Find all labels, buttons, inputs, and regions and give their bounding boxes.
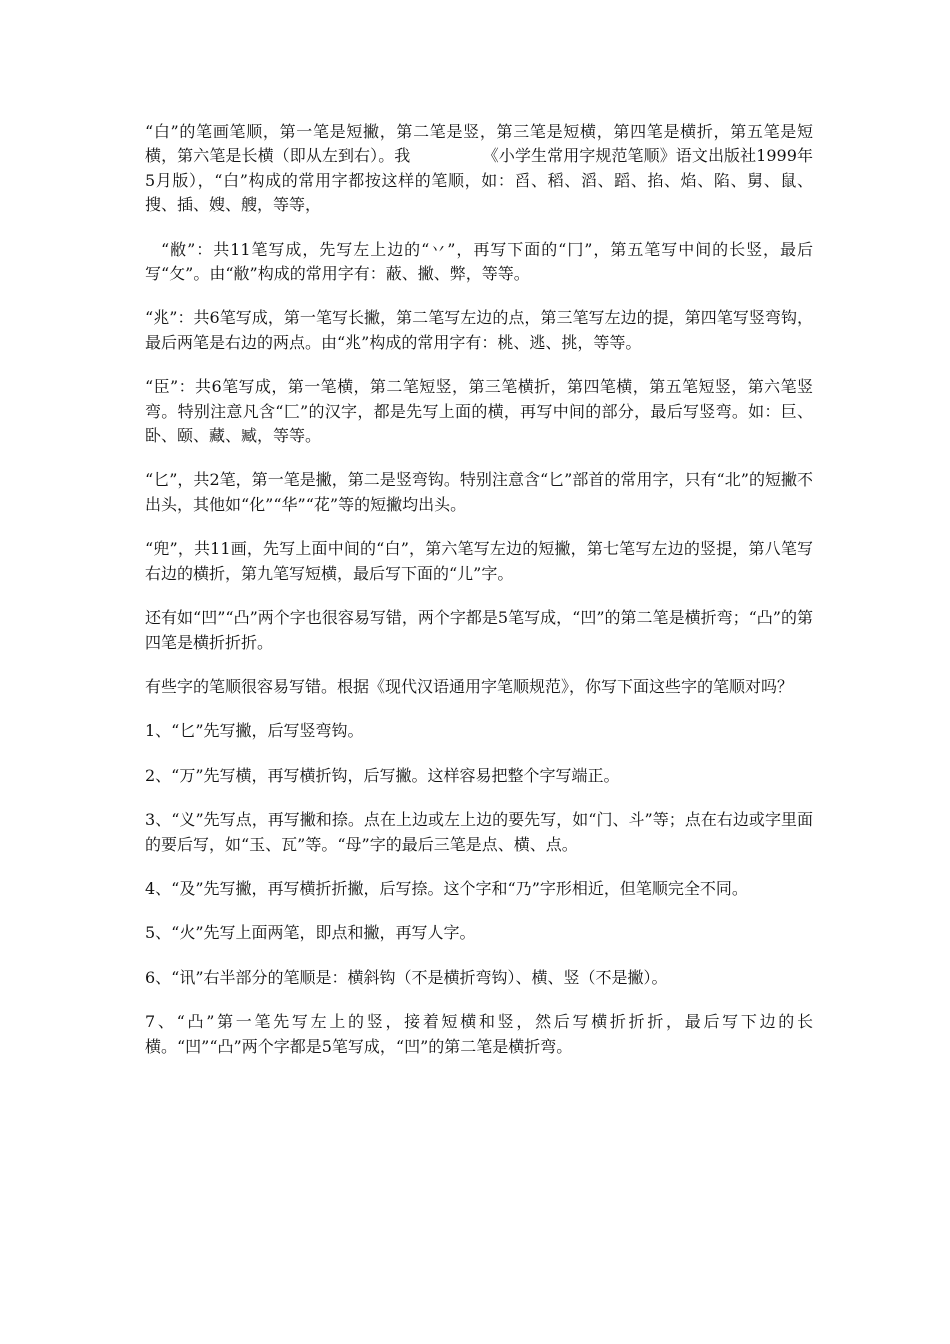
paragraph-ao-tu: 还有如“凹”“凸”两个字也很容易写错，两个字都是5笔写成，“凹”的第二笔是横折弯；“凸”的第四笔是横折折折。 bbox=[145, 608, 813, 652]
list-item-4: 4、“及”先写撇，再写横折折撇，后写捺。这个字和“乃”字形相近，但笔顺完全不同。 bbox=[145, 878, 748, 898]
paragraph-dou: “兜”，共11画，先写上面中间的“白”，第六笔写左边的短撇，第七笔写左边的竖提，第八笔写右边的横折，第九笔写短横，最后写下面的“儿”字。 bbox=[145, 539, 813, 583]
list-item-7: 7、“凸”第一笔先写左上的竖，接着短横和竖，然后写横折折折，最后写下边的长横。“凹”“凸”两个字都是5笔写成，“凹”的第二笔是横折弯。 bbox=[145, 1012, 813, 1056]
paragraph-bi-radical: “匕”，共2笔，第一笔是撇，第二是竖弯钩。特别注意含“匕”部首的常用字，只有“北”的短撇不出头，其他如“化”“华”“花”等的短撇均出头。 bbox=[145, 470, 813, 514]
list-item-6: 6、“讯”右半部分的笔顺是：横斜钩（不是横折弯钩）、横、竖（不是撇）。 bbox=[145, 967, 668, 987]
paragraph-bi: “敝”：共11笔写成，先写左上边的“丷”，再写下面的“冂”，第五笔写中间的长竖，最后写“攵”。由“敝”构成的常用字有：蔽、撇、弊，等等。 bbox=[145, 239, 813, 284]
paragraph-question: 有些字的笔顺很容易写错。根据《现代汉语通用字笔顺规范》，你写下面这些字的笔顺对吗？ bbox=[145, 676, 794, 696]
paragraph-zhao: “兆”：共6笔写成，第一笔写长撇，第二笔写左边的点，第三笔写左边的提，第四笔写竖弯钩，最后两笔是右边的两点。由“兆”构成的常用字有：桃、逃、挑，等等。 bbox=[145, 308, 813, 352]
paragraph-bai: “白”的笔画笔顺，第一笔是短撇，第二笔是竖，第三笔是短横，第四笔是横折，第五笔是短横，第六笔是长横（即从左到右）。我 《小学生常用字规范笔顺》语文出版社1999年5月版），“白”构成的常用字都按这样的笔顺，如：舀、稻、滔、蹈、掐、焰、陷、舅、鼠、搜、插、嫂、艘，等等， bbox=[145, 122, 813, 215]
list-item-5: 5、“火”先写上面两笔，即点和撇，再写人字。 bbox=[145, 923, 476, 943]
paragraph-chen: “臣”：共6笔写成，第一笔横，第二笔短竖，第三笔横折，第四笔横，第五笔短竖，第六笔竖弯。特别注意凡含“匚”的汉字，都是先写上面的横，再写中间的部分，最后写竖弯。如：巨、卧、颐、藏、臧，等等。 bbox=[145, 377, 813, 446]
list-item-2: 2、“万”先写横，再写横折钩，后写撇。这样容易把整个字写端正。 bbox=[145, 765, 620, 785]
list-item-3: 3、“义”先写点，再写撇和捺。点在上边或左上边的要先写，如“门、斗”等；点在右边或字里面的要后写，如“玉、瓦”等。“母”字的最后三笔是点、横、点。 bbox=[145, 810, 813, 854]
list-item-1: 1、“匕”先写撇，后写竖弯钩。 bbox=[145, 721, 364, 741]
document-body bbox=[145, 120, 813, 1079]
